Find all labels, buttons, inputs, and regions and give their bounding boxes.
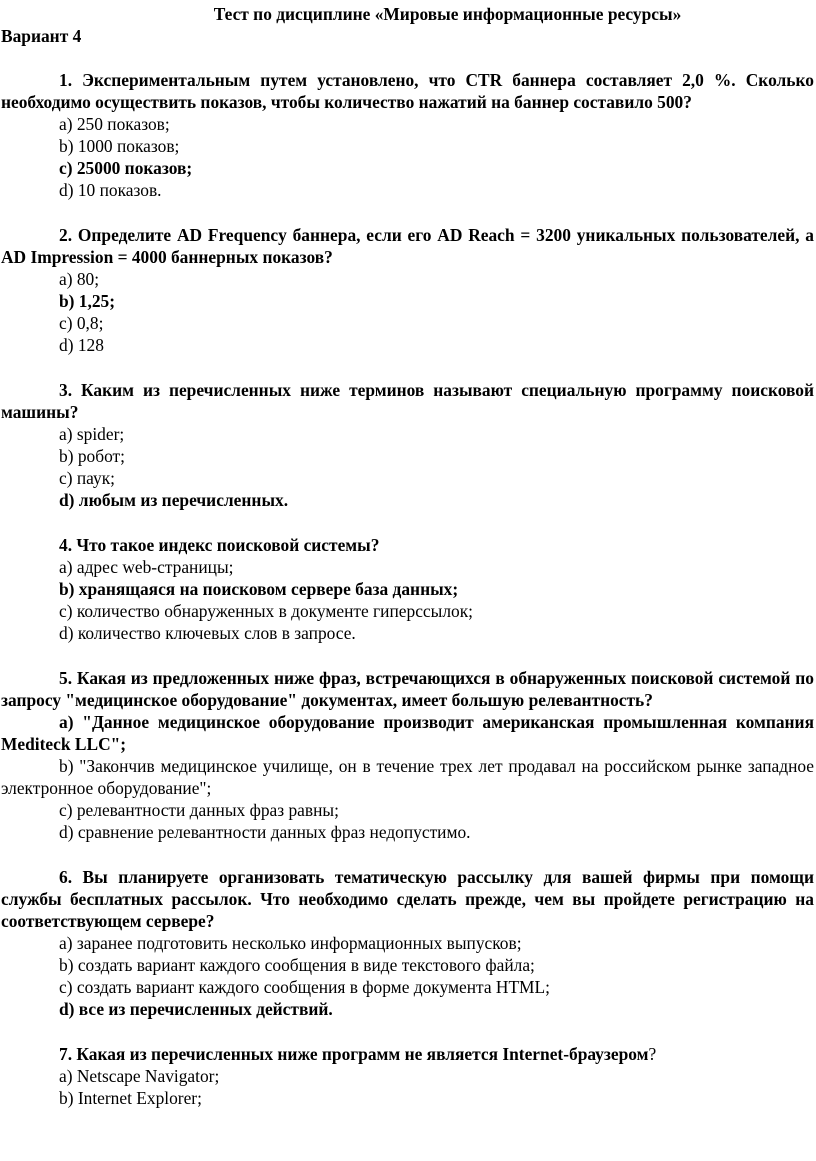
spacer: [1, 511, 814, 534]
answer-option: c) паук;: [59, 468, 115, 488]
question-7: [1, 1043, 814, 1109]
question-1: [1, 69, 814, 201]
question-text: 1. Экспериментальным путем установлено, что CTR баннера составляет 2,0 %. Сколько необходимо осуществить показов, чтобы количество нажатий на баннер составило 500?: [1, 70, 814, 112]
spacer: [1, 356, 814, 379]
answer-option: b) Internet Explorer;: [59, 1088, 202, 1108]
answer-option: b) "Закончив медицинское училище, он в течение трех лет продавал на российском рынке западное электронное оборудование";: [1, 756, 814, 798]
answer-option: d) 128: [59, 335, 104, 355]
question-text: 6. Вы планируете организовать тематическую рассылку для вашей фирмы при помощи службы бесплатных рассылок. Что необходимо сделать прежде, чем вы пройдете регистрацию на соответствующем сервере?: [1, 867, 814, 931]
question-6: [1, 866, 814, 1020]
question-mark: ?: [648, 1044, 657, 1064]
question-5: [1, 667, 814, 843]
variant-label: Вариант 4: [1, 26, 82, 46]
answer-option: d) 10 показов.: [59, 180, 162, 200]
answer-option: b) 1000 показов;: [59, 136, 180, 156]
question-3: [1, 379, 814, 511]
question-2: [1, 224, 814, 356]
answer-option: c) 0,8;: [59, 313, 104, 333]
answer-option: c) создать вариант каждого сообщения в форме документа HTML;: [59, 977, 550, 997]
question-text: 4. Что такое индекс поисковой системы?: [59, 535, 380, 555]
answer-option-correct: c) 25000 показов;: [59, 158, 193, 178]
question-text: 3. Каким из перечисленных ниже терминов называют специальную программу поисковой машины?: [1, 380, 814, 422]
question-text-main: 7. Какая из перечисленных ниже программ не является Internet-браузером: [59, 1044, 649, 1064]
answer-option: c) количество обнаруженных в документе гиперссылок;: [59, 601, 473, 621]
answer-option: a) адрес web-страницы;: [59, 557, 234, 577]
answer-option: d) количество ключевых слов в запросе.: [59, 623, 356, 643]
answer-option-correct: d) все из перечисленных действий.: [59, 999, 333, 1019]
answer-option: a) 80;: [59, 269, 100, 289]
spacer: [1, 843, 814, 866]
answer-option: a) заранее подготовить несколько информационных выпусков;: [59, 933, 522, 953]
spacer: [1, 47, 814, 69]
spacer: [1, 201, 814, 224]
answer-option: a) spider;: [59, 424, 125, 444]
answer-option-correct: b) хранящаяся на поисковом сервере база данных;: [59, 579, 459, 599]
question-4: [1, 534, 814, 644]
answer-option: b) робот;: [59, 446, 125, 466]
question-text: 5. Какая из предложенных ниже фраз, встречающихся в обнаруженных поисковой системой по запросу "медицинское оборудование" документах, имеет большую релевантность?: [1, 668, 814, 710]
answer-option-correct: b) 1,25;: [59, 291, 116, 311]
question-text: 2. Определите AD Frequency баннера, если его AD Reach = 3200 уникальных пользователей, а AD Impression = 4000 баннерных показов?: [1, 225, 814, 267]
answer-option: a) 250 показов;: [59, 114, 170, 134]
document-title: Тест по дисциплине «Мировые информационные ресурсы»: [213, 4, 682, 24]
answer-option-correct: d) любым из перечисленных.: [59, 490, 289, 510]
spacer: [1, 1020, 814, 1043]
answer-option: a) Netscape Navigator;: [59, 1066, 220, 1086]
spacer: [1, 644, 814, 667]
answer-option: d) сравнение релевантности данных фраз недопустимо.: [59, 822, 471, 842]
answer-option: b) создать вариант каждого сообщения в виде текстового файла;: [59, 955, 535, 975]
answer-option-correct: a) "Данное медицинское оборудование производит американская промышленная компания Mediteck LLC";: [1, 712, 814, 754]
answer-option: c) релевантности данных фраз равны;: [59, 800, 339, 820]
question-text: [1, 1043, 814, 1065]
